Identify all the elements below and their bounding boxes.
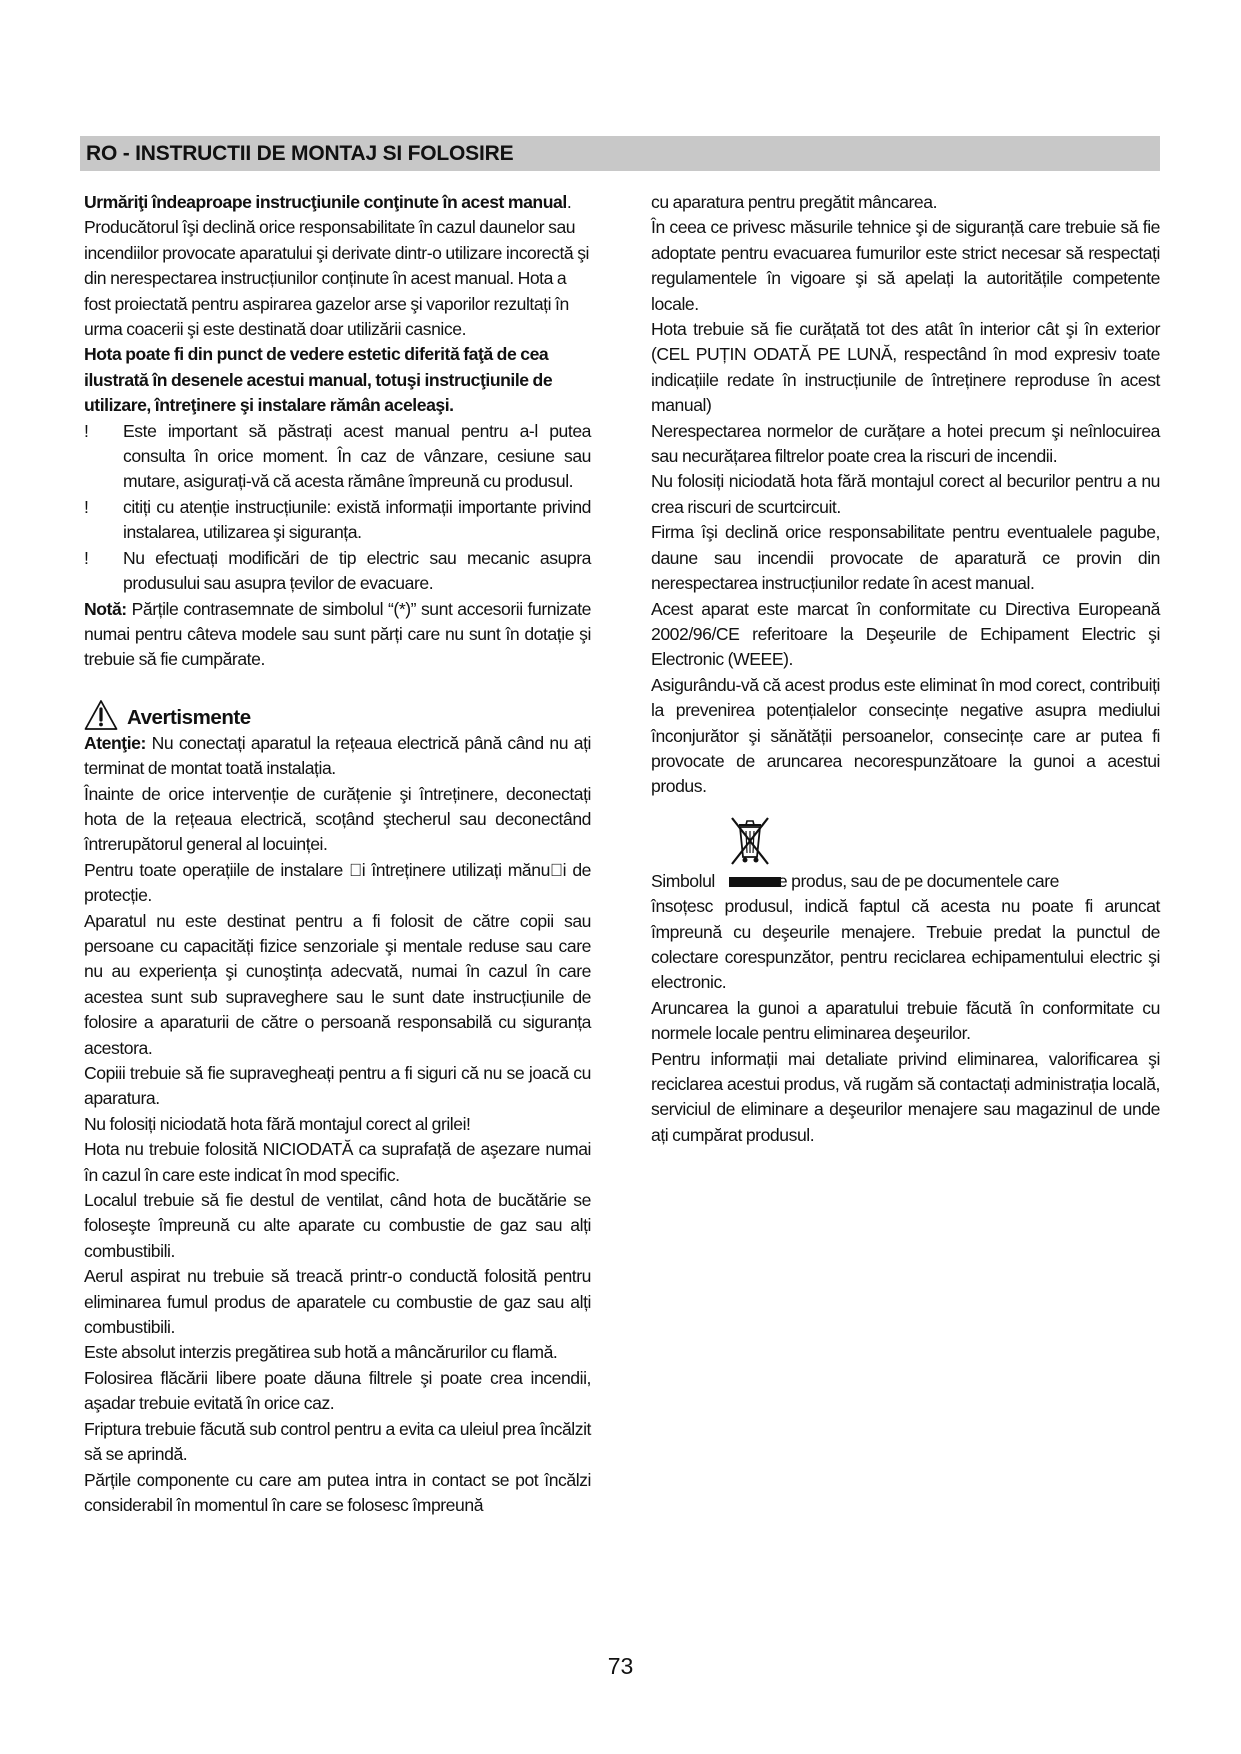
- body-paragraph: Aparatul nu este destinat pentru a fi folosit de către copii sau persoane cu capacități fizice senzoriale şi mentale reduse sau care nu au experiența şi cunoştința adecvată, numai în cazul în care acestea sunt sub supraveghere sau le sunt date instrucțiunile de folosire a aparaturii de către o persoană responsabilă cu siguranța acestora.: [84, 910, 591, 1058]
- warnings-title: Avertismente: [127, 705, 251, 729]
- body-paragraph: Pentru toate operațiile de instalare  i întreținere utilizați mănu i de protecție.: [84, 859, 591, 906]
- page-number: 73: [607, 1653, 634, 1679]
- body-paragraph: Nu folosiți niciodată hota fără montajul corect al grilei!: [84, 1113, 471, 1134]
- body-paragraph: Aruncarea la gunoi a aparatului trebuie făcută în conformitate cu normele locale pentru eliminarea deşeurilor.: [651, 997, 1160, 1044]
- bullet-mark: !: [84, 547, 89, 568]
- warning-triangle-icon: [84, 699, 118, 731]
- body-paragraph: Este absolut interzis pregătirea sub hotă a mâncărurilor cu flamă.: [84, 1342, 558, 1363]
- body-paragraph: Folosirea flăcării libere poate dăuna filtrele şi poate crea incendii, aşadar trebuie evitată în orice caz.: [84, 1367, 591, 1414]
- note-text: Părțile contrasemnate de simbolul “(*)” sunt accesorii furnizate numai pentru câteva modele sau sunt părți care nu sunt în dotație şi trebuie să fie cumpărate.: [84, 598, 591, 670]
- intro-bold-text: Urmăriţi îndeaproape instrucţiunile conţinute în acest manual: [84, 192, 567, 212]
- note-label: Notă:: [84, 598, 127, 619]
- body-paragraph: Aerul aspirat nu trebuie să treacă printr-o conductă folosită pentru eliminarea fumul produs de aparatele cu combustie de gaz sau alți combustibili.: [84, 1266, 591, 1338]
- bullet-item: [84, 419, 591, 495]
- body-paragraph: Pentru informații mai detaliate privind eliminarea, valorificarea şi reciclarea acestui produs, vă rugăm să contactați administrația locală, serviciul de eliminare a deşeurilor menajere sau magazinul de unde ați cumpărat produsul.: [651, 1048, 1160, 1145]
- body-paragraph: Înainte de orice intervenție de curățenie şi întreținere, deconectați hota de la rețeaua electrică, scoțând ştecherul sau deconectând întrerupătorul general al locuinței.: [84, 783, 591, 855]
- body-paragraph: Friptura trebuie făcută sub control pentru a evita ca uleiul prea încălzit să se aprindă.: [84, 1418, 591, 1465]
- body-paragraph: Hota nu trebuie folosită NICIODATĂ ca suprafață de aşezare numai în cazul în care este indicat în mod specific.: [84, 1139, 591, 1185]
- bullet-text: Este important să păstrați acest manual pentru a-l putea consulta în orice moment. În caz de vânzare, cesiune sau mutare, asigurați-vă că acesta rămâne împreună cu produsul.: [123, 420, 591, 492]
- body-paragraph: Hota trebuie să fie curățată tot des atât în interior cât şi în exterior (CEL PUȚIN ODATĂ PE LUNĂ, respectând în mod expresiv toate indicațiile redate în instrucțiunile de întreținere reproduse în acest manual): [651, 319, 1160, 416]
- body-paragraph: Firma îşi declină orice responsabilitate pentru eventualele pagube, daune sau incendii provocate de aparatură ce provin din nerespectarea instrucțiunilor redate în acest manual.: [651, 522, 1160, 594]
- body-paragraph: Nerespectarea normelor de curățare a hotei precum şi neînlocuirea sau necurățarea filtrelor poate crea la riscuri de incendii.: [651, 420, 1160, 467]
- section-title: RO - INSTRUCTII DE MONTAJ SI FOLOSIRE: [86, 142, 514, 165]
- attention-text: Nu conectați aparatul la rețeaua electrică până când nu ați terminat de montat toată instalația.: [84, 732, 591, 779]
- design-note: Hota poate fi din punct de vedere estetic diferită faţă de cea ilustrată în desenele acestui manual, totuşi instrucţiunile de utilizare, întreţinere şi instalare rămân aceleaşi.: [84, 344, 553, 416]
- symbol-label: Simbolul: [651, 870, 715, 891]
- body-paragraph: Asigurându-vă că acest produs este eliminat în mod corect, contribuiți la prevenirea potențialelor consecințe negative asupra mediului înconjurător şi sănătății persoanelor, consecințe care ar putea fi provocate de aruncarea necorespunzătoare la gunoi a acestui produs.: [651, 674, 1160, 797]
- bullet-item: [84, 495, 591, 546]
- body-paragraph: În ceea ce privesc măsurile tehnice şi de siguranță care trebuie să fie adoptate pentru evacuarea fumurilor este strict necesar să respectați regulamentele în vigoare şi să apelați la autoritățile competente locale.: [651, 217, 1160, 314]
- body-paragraph: însoțesc produsul, indică faptul că acesta nu poate fi aruncat împreună cu deşeurile menajere. Trebuie predat la punctul de colectare corespunzător, pentru reciclarea echipamentului electric şi electronic.: [651, 896, 1160, 993]
- body-paragraph: Copiii trebuie să fie supravegheați pentru a fi siguri că nu se joacă cu aparatura.: [84, 1063, 591, 1109]
- section-title-bar: [80, 136, 1160, 171]
- body-paragraph: Localul trebuie să fie destul de ventilat, când hota de bucătărie se foloseşte împreună cu alte aparate cu combustie de gaz sau alți combustibili.: [84, 1190, 591, 1261]
- accessories-note: [84, 597, 591, 673]
- right-column: [651, 190, 1160, 1148]
- symbol-line: [651, 869, 1160, 894]
- bullet-item: [84, 546, 591, 597]
- bullet-mark: !: [84, 496, 89, 517]
- intro-paragraph: [84, 190, 591, 342]
- body-paragraph: Părțile componente cu care am putea intra in contact se pot încălzi considerabil în momentul în care se folosesc împreună: [84, 1469, 591, 1515]
- attention-label: Atenţie:: [84, 732, 146, 753]
- body-paragraph: Nu folosiți niciodată hota fără montajul corect al becurilor pentru a nu crea riscuri de scurtcircuit.: [651, 471, 1160, 517]
- attention-paragraph: [84, 731, 591, 782]
- weee-symbol-row: [651, 812, 1160, 869]
- symbol-text: e produs, sau de pe documentele care: [777, 870, 1059, 891]
- body-paragraph: cu aparatura pentru pregătit mâncarea.: [651, 192, 938, 212]
- body-paragraph: Acest aparat este marcat în conformitate cu Directiva Europeană 2002/96/CE referitoare la Deşeurile de Echipament Electric şi Electronic (WEEE).: [651, 598, 1160, 670]
- intro-text: . Producătorul îşi declină orice responsabilitate în cazul daunelor sau incendiilor provocate aparatului şi derivate dintr-o utilizare incorectă şi din nerespectarea instrucțiunilor conținute în acest manual. Hota a fost proiectată pentru aspirarea gazelor arse şi vaporilor rezultați în urma coacerii şi este destinată doar utilizării casnice.: [84, 192, 589, 340]
- left-column: [84, 190, 591, 1518]
- warnings-heading: [84, 687, 591, 731]
- redaction-blot: [729, 877, 781, 887]
- bullet-text: Nu efectuați modificări de tip electric sau mecanic asupra produsului sau asupra țevilor de evacuare.: [123, 547, 591, 594]
- bullet-mark: !: [84, 420, 89, 441]
- bullet-text: citiți cu atenție instrucțiunile: există informații importante privind instalarea, utilizarea şi siguranța.: [123, 496, 591, 543]
